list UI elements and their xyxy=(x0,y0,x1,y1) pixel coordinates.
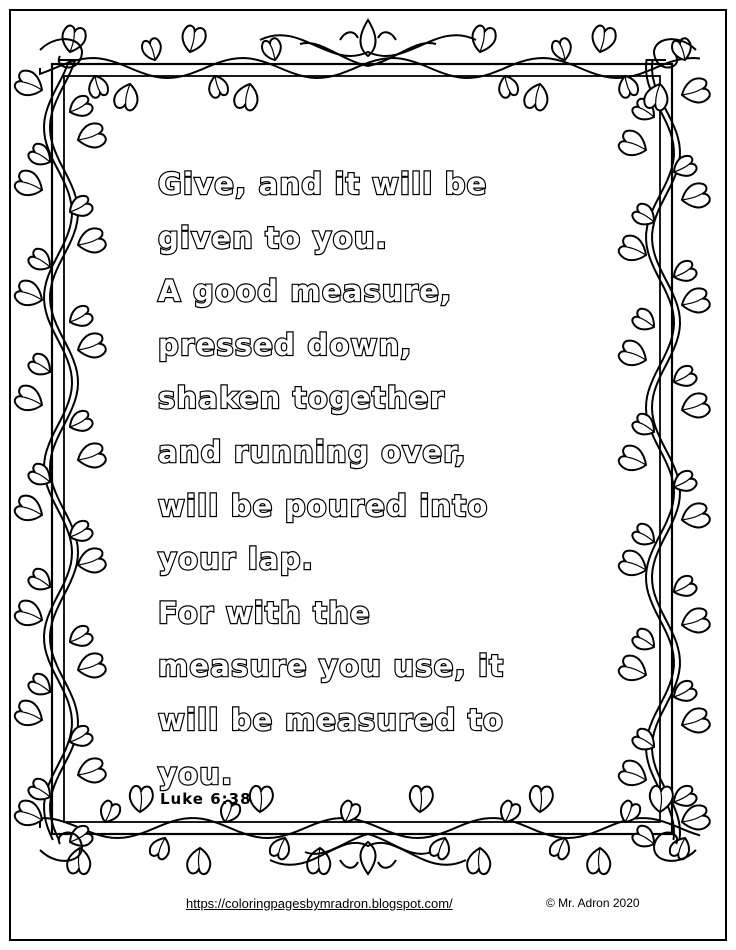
leaf xyxy=(66,723,95,752)
leaf xyxy=(260,36,285,63)
verse-line: and running over, xyxy=(158,434,467,469)
leaf xyxy=(630,626,659,655)
verse-line: Give, and it will be xyxy=(158,167,488,201)
verse-line: shaken together xyxy=(158,381,446,416)
leaf xyxy=(467,848,490,874)
verse-line: A good measure, xyxy=(158,274,453,309)
source-url-link[interactable]: https://coloringpagesbymradron.blogspot.com/ xyxy=(186,896,453,911)
verse-line: For with the xyxy=(158,595,371,630)
leaf xyxy=(678,606,712,638)
verse-line: given to you. xyxy=(158,220,388,255)
leaf xyxy=(523,82,550,112)
verse-line: will be poured into xyxy=(158,488,489,523)
leaf xyxy=(670,258,699,287)
verse-line: measure you use, it xyxy=(158,649,505,684)
leaf xyxy=(66,93,95,122)
leaf xyxy=(617,128,651,160)
leaf xyxy=(13,493,47,525)
leaf xyxy=(670,678,699,707)
leaf xyxy=(617,443,651,475)
leaf xyxy=(678,181,712,213)
leaf xyxy=(74,756,108,788)
top-curl-right xyxy=(378,32,396,40)
leaf xyxy=(678,706,712,738)
leaf xyxy=(66,623,95,652)
leaf xyxy=(13,698,47,730)
leaf xyxy=(587,848,610,874)
leaf xyxy=(74,331,108,363)
leaf xyxy=(74,546,108,578)
leaf xyxy=(630,823,659,852)
leaf xyxy=(74,226,108,258)
bottom-curl-right xyxy=(378,860,396,868)
leaf xyxy=(233,82,260,112)
scripture-reference: Luke 6:38 xyxy=(160,790,252,808)
leaf xyxy=(643,82,670,112)
leaf xyxy=(678,286,712,318)
leaf xyxy=(13,798,47,830)
leaf xyxy=(148,834,173,861)
leaf xyxy=(66,303,95,332)
leaf xyxy=(180,25,207,55)
top-curl-left xyxy=(340,32,358,40)
leaf xyxy=(13,383,47,415)
leaf xyxy=(590,25,617,55)
leaf xyxy=(617,653,651,685)
leaf xyxy=(74,121,108,153)
leaf xyxy=(13,278,47,310)
verse-line: pressed down, xyxy=(158,327,413,362)
copyright-notice: © Mr. Adron 2020 xyxy=(546,896,640,910)
leaf xyxy=(668,834,693,861)
leaf xyxy=(74,651,108,683)
leaf xyxy=(187,848,210,874)
leaf xyxy=(678,76,712,108)
leaf xyxy=(205,73,230,100)
leaf xyxy=(617,338,651,370)
leaf xyxy=(670,573,699,602)
leaf xyxy=(428,834,453,861)
leaf xyxy=(74,441,108,473)
leaf xyxy=(85,73,110,100)
verse-text xyxy=(158,158,598,801)
leaf xyxy=(495,73,520,100)
leaf xyxy=(140,36,165,63)
leaf xyxy=(678,391,712,423)
leaf xyxy=(617,758,651,790)
leaf xyxy=(13,598,47,630)
verse-line: you. xyxy=(158,756,234,791)
right-vine xyxy=(652,60,680,840)
verse-line: your lap. xyxy=(158,542,314,577)
top-fleur xyxy=(361,20,376,56)
top-vine xyxy=(40,58,700,78)
top-flourish xyxy=(260,35,476,56)
verse-line: will be measured to xyxy=(158,702,505,737)
bottom-curl-left xyxy=(340,860,358,868)
leaf xyxy=(113,82,140,112)
leaf xyxy=(678,501,712,533)
leaf xyxy=(630,306,659,335)
leaf xyxy=(670,363,699,392)
leaf xyxy=(13,168,47,200)
leaf xyxy=(130,786,153,812)
